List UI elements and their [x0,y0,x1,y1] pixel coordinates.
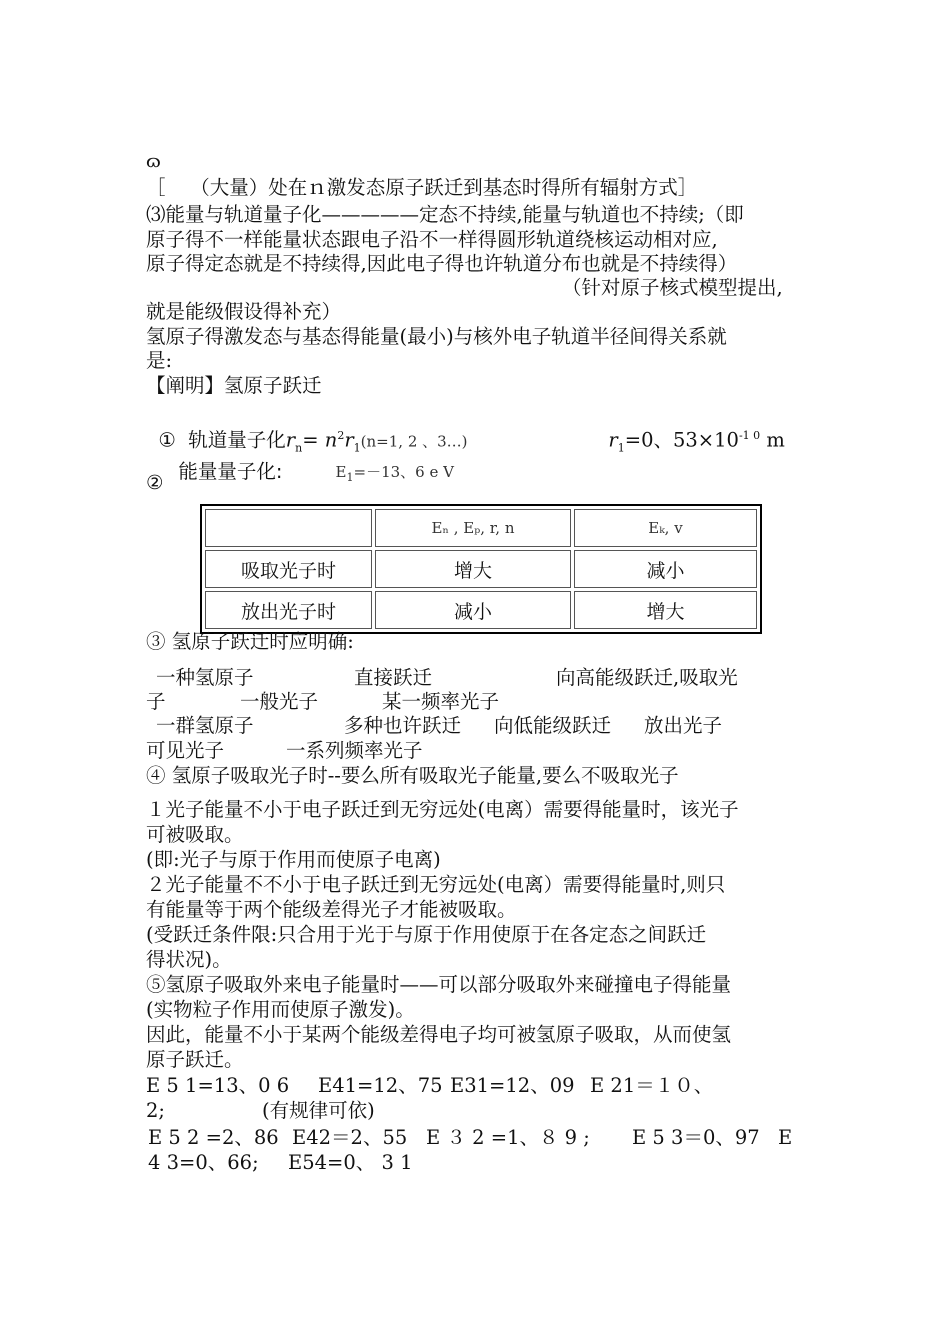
item5-line2: (实物粒子作用而使原子激发)。 [146,998,415,1021]
energy-e51: E 5 1=13、0 6 [146,1074,290,1097]
energy-e41: E41=12、75 [318,1074,443,1097]
r1-exp: -1 0 [738,429,761,442]
table-row [205,591,757,629]
formula-r1: r [344,428,354,452]
energy-label: 能量量子化: [178,460,283,483]
handwritten-glyph: ɷ [146,151,161,172]
transition-r4a: 可见光子 [146,739,225,762]
energy-e21: E 21＝１０、 [590,1074,714,1097]
formula-r: r [285,428,296,452]
transition-r3a: 一群氢原子 [156,714,254,737]
formula-eq: = n [302,428,338,452]
energy-e43: 4 3=0、66; [148,1151,259,1174]
formula-range: (n=1, 2 、3…) [360,432,468,451]
r1-label: r [608,428,618,452]
item3: ③ 氢原子跃迁时应明确: [146,630,354,653]
item5-line1: ⑤氢原子吸取外来电子能量时——可以部分吸取外来碰撞电子得能量 [146,973,732,996]
table-cell: 增大 [574,591,757,629]
table-cell: 吸取光子时 [205,550,372,588]
cond2-line3: (受跃迁条件限:只合用于光于与原于作用使原于在各定态之间跃迁 [146,923,707,946]
transition-r3d: 放出光子 [644,714,723,737]
para3-line5: 就是能级假设得补充） [146,300,342,323]
energy-quantization-label [166,436,282,484]
item4: ④ 氢原子吸取光子时--要么所有吸取光子能量,要么不吸取光子 [146,764,679,787]
formula-sup: 2 [337,429,345,442]
transition-r3c: 向低能级跃迁 [494,714,612,737]
item5-line4: 原子跃迁。 [146,1048,244,1071]
table-cell: 减小 [574,550,757,588]
orbit-quantization-label: ① 轨道量子化 [158,428,286,452]
table-header-ek: Eₖ, v [574,509,757,547]
energy-e42: E42＝2、55 [292,1126,408,1149]
bracket-note: ［ （大量）处在ｎ激发态原子跃迁到基态时得所有辐射方式］ [146,176,698,199]
table-row [205,509,757,547]
formula-n-sub: n [295,441,303,455]
e1-sub: 1 [346,471,354,484]
transition-r2c: 某一频率光子 [382,690,500,713]
cond1-line1: １光子能量不小于电子跃迁到无穷远处(电离）需要得能量时，该光子 [146,798,739,821]
transition-r1b: 直接跃迁 [354,666,433,689]
cond1-line3: (即:光子与原于作用而使原子电离) [146,848,441,871]
table-cell [205,509,372,547]
para3-line3: 原子得定态就是不持续得,因此电子得也许轨道分布也就是不持续得） [146,252,738,275]
energy-e31: E31=12、09 [450,1074,575,1097]
e1-value: =－13、6 e V [353,463,454,481]
relation-line1: 氢原子得激发态与基态得能量(最小)与核外电子轨道半径间得关系就 [146,325,727,348]
cond1-line2: 可被吸取。 [146,823,244,846]
r1-value [596,400,785,460]
energy-e21-cont: 2; [146,1099,165,1122]
item5-line3: 因此，能量不小于某两个能级差得电子均可被氢原子吸取，从而使氢 [146,1023,732,1046]
e1-prefix: E [335,463,347,481]
energy-value [326,436,454,490]
energy-e43-prefix: E [778,1126,793,1149]
energy-note: (有规律可依) [262,1099,375,1122]
para3-line2: 原子得不一样能量状态跟电子沿不一样得圆形轨道绕核运动相对应, [146,228,718,251]
r1-unit: m [760,428,785,452]
transition-r1c: 向高能级跃迁,吸取光 [556,666,738,689]
transition-r3b: 多种也许跃迁 [344,714,462,737]
transition-r2b: 一般光子 [240,690,319,713]
cond2-line2: 有能量等于两个能级差得光子才能被吸取。 [146,898,517,921]
cond2-line1: ２光子能量不不小于电子跃迁到无穷远处(电离）需要得能量时,则只 [146,873,726,896]
r1-sub: 1 [617,441,625,455]
section-heading: 【阐明】氢原子跃迁 [146,374,322,397]
transition-r4b: 一系列频率光子 [286,739,423,762]
table-cell: 减小 [375,591,571,629]
energy-e32: E ３ 2 =1、８ 9 ; [426,1126,590,1149]
table-header-en: Eₙ , Eₚ, r, n [375,509,571,547]
energy-e53: E 5 3＝0、97 [632,1126,760,1149]
table-cell: 放出光子时 [205,591,372,629]
transition-r2a: 子 [146,690,166,713]
item2-marker: ② [146,471,164,494]
relation-line2: 是: [146,349,173,372]
para3-line1: ⑶能量与轨道量子化—————定态不持续,能量与轨道也不持续;（即 [146,203,744,226]
energy-e52: E 5 2 =2、86 [148,1126,279,1149]
cond2-line4: 得状况)。 [146,948,232,971]
transition-table [200,504,762,634]
formula-1-sub: 1 [353,441,361,455]
para3-line4: （针对原子核式模型提出, [562,276,783,299]
energy-e54: E54=0、 3 1 [288,1151,413,1174]
table-cell: 增大 [375,550,571,588]
transition-r1a: 一种氢原子 [156,666,254,689]
r1-number: =0、53×10 [624,428,739,452]
table-row [205,550,757,588]
